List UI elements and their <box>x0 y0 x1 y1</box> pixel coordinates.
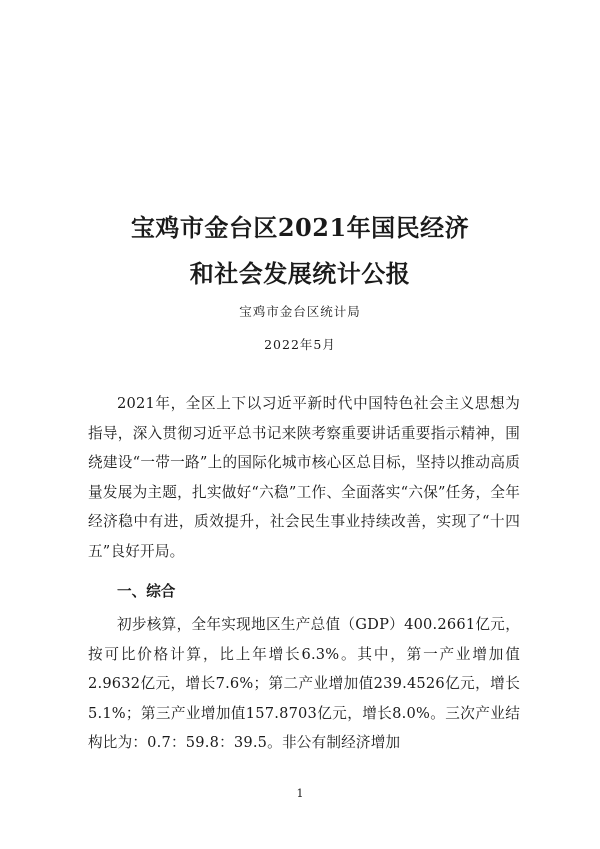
page-number: 1 <box>296 787 304 800</box>
section-heading: 一、综合 <box>117 583 176 600</box>
report-title-line-1: 宝鸡市金台区2021年国民经济 <box>130 213 470 242</box>
intro-paragraph: 2021年，全区上下以习近平新时代中国特色社会主义思想为指导，深入贯彻习近平总书记来陕考察重要讲话重要指示精神，围绕建设“一带一路”上的国际化城市核心区总目标，坚持以推动高质量发展为主题，扎实做好“六稳”工作、全面落实“六保”任务，全年经济稳中有进，质效提升，社会民生事业持续改善，实现了“十四五”良好开局。 <box>88 395 520 560</box>
issuing-agency: 宝鸡市金台区统计局 <box>239 304 361 319</box>
publication-date: 2022年5月 <box>264 337 336 352</box>
report-title-line-2: 和社会发展统计公报 <box>189 259 411 288</box>
section-paragraph: 初步核算，全年实现地区生产总值（GDP）400.2661亿元，按可比价格计算，比上年增长6.3%。其中，第一产业增加值2.9632亿元，增长7.6%；第二产业增加值239.4526亿元，增长5.1%；第三产业增加值157.8703亿元，增长8.0%。三次产业结构比为：0.7：59.8：39.5。非公有制经济增加 <box>88 616 520 751</box>
